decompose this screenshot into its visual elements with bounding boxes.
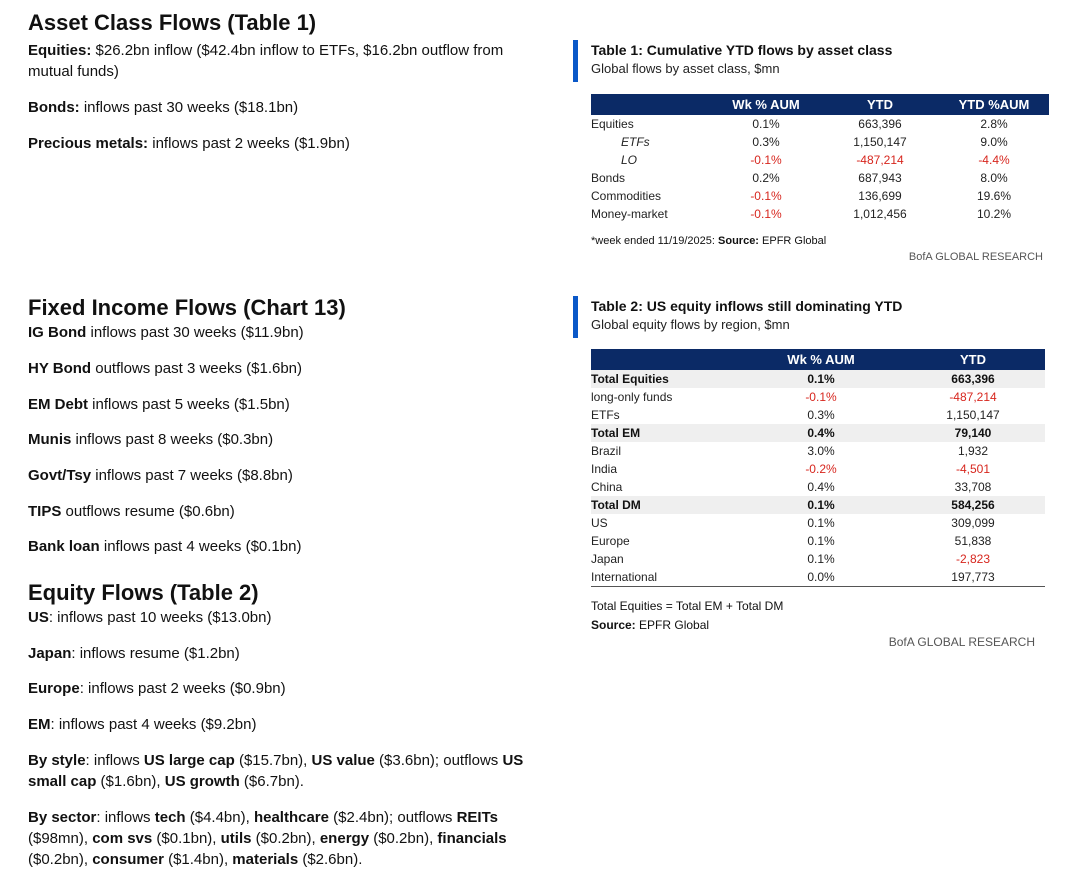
ytd-cell: 33,708: [954, 480, 992, 494]
ytd-cell: 309,099: [951, 516, 995, 530]
row-label: Japan: [591, 552, 624, 566]
munis-item: [28, 429, 273, 450]
table1-note: [591, 233, 826, 249]
item-text: inflows past 5 weeks ($1.5bn): [88, 396, 290, 413]
table2-title: Table 2: US equity inflows still dominating YTD: [591, 298, 903, 314]
equities-item: [28, 40, 533, 82]
table-row: [591, 424, 1045, 442]
item-label: com svs: [92, 830, 153, 847]
row-label: Commodities: [591, 189, 662, 203]
item-label: Europe: [28, 680, 80, 697]
item-label: IG Bond: [28, 324, 87, 341]
row-label: ETFs: [591, 408, 620, 422]
item-label: US value: [311, 752, 375, 769]
table1-title: Table 1: Cumulative YTD flows by asset class: [591, 42, 893, 58]
ig-bond-item: [28, 322, 304, 343]
item-label: US growth: [164, 773, 240, 790]
note-source-label: Source:: [718, 235, 759, 247]
wk-cell: -0.1%: [750, 207, 782, 221]
row-label: Total DM: [591, 496, 741, 514]
table1-subtitle: Global flows by asset class, $mn: [591, 61, 780, 76]
ytd-cell: 136,699: [858, 189, 902, 203]
wk-cell: 0.2%: [752, 171, 780, 185]
item-label: Bonds:: [28, 99, 80, 116]
item-text: : inflows: [96, 809, 155, 826]
table-row: [591, 370, 1045, 388]
ytd-cell: 79,140: [901, 424, 1045, 442]
aum-cell: 8.0%: [980, 171, 1008, 185]
table-row: [591, 532, 1045, 550]
item-text: ($0.2bn),: [28, 851, 93, 868]
item-label: HY Bond: [28, 360, 92, 377]
ytd-cell: 663,396: [858, 117, 902, 131]
item-text: outflows past 3 weeks ($1.6bn): [91, 360, 303, 377]
wk-cell: 0.3%: [807, 408, 835, 422]
item-text: ($6.7bn).: [239, 773, 304, 790]
item-text: outflows resume ($0.6bn): [61, 503, 235, 520]
table-row: [591, 151, 1049, 169]
wk-cell: -0.2%: [805, 462, 837, 476]
item-text: inflows past 8 weeks ($0.3bn): [71, 431, 274, 448]
wk-cell: 3.0%: [807, 444, 835, 458]
header-cell: YTD: [821, 94, 939, 115]
note-source: EPFR Global: [758, 235, 827, 247]
item-label: By style: [28, 752, 86, 769]
accent-bar: [573, 40, 578, 82]
item-label: By sector: [28, 809, 97, 826]
header-cell: [591, 94, 711, 115]
em-debt-item: [28, 394, 290, 415]
header-cell: YTD: [901, 349, 1045, 370]
wk-cell: -0.1%: [805, 390, 837, 404]
ytd-cell: 1,150,147: [946, 408, 1000, 422]
wk-cell: 0.1%: [807, 534, 835, 548]
item-label: US large cap: [143, 752, 235, 769]
item-text: ($0.2bn),: [251, 830, 320, 847]
aum-cell: 10.2%: [976, 207, 1012, 221]
japan-item: [28, 643, 240, 664]
item-text: ($0.2bn),: [369, 830, 438, 847]
item-text: ($98mn),: [28, 830, 93, 847]
wk-cell: -0.1%: [750, 153, 782, 167]
row-label: ETFs: [621, 135, 650, 149]
table2-title-area: [573, 296, 1051, 334]
govt-tsy-item: [28, 465, 293, 486]
us-item: [28, 607, 271, 628]
ytd-cell: -2,823: [955, 552, 991, 566]
item-label: Munis: [28, 431, 72, 448]
wk-cell: 0.1%: [752, 117, 780, 131]
table-row: [591, 187, 1049, 205]
note-source: EPFR Global: [635, 618, 710, 632]
table-row: [591, 169, 1049, 187]
row-label: Equities: [591, 117, 634, 131]
item-label: US small cap: [28, 752, 524, 790]
ytd-cell: 51,838: [954, 534, 992, 548]
ytd-cell: 663,396: [901, 370, 1045, 388]
table-row: [591, 388, 1045, 406]
item-label: energy: [319, 830, 370, 847]
item-text: inflows past 7 weeks ($8.8bn): [91, 467, 293, 484]
item-text: $26.2bn inflow ($42.4bn inflow to ETFs, $16.2bn outflow from mutual funds): [28, 42, 504, 80]
wk-cell: 0.3%: [752, 135, 780, 149]
item-label: materials: [232, 851, 299, 868]
table1-title-area: [573, 40, 1051, 78]
note-text: *week ended 11/19/2025:: [591, 235, 719, 247]
item-text: inflows past 2 weeks ($1.9bn): [148, 135, 350, 152]
row-label: long-only funds: [591, 390, 673, 404]
aum-cell: 9.0%: [980, 135, 1008, 149]
table1-block: [573, 40, 1051, 263]
row-label: International: [591, 570, 658, 584]
accent-bar: [573, 296, 578, 338]
asset-class-heading: Asset Class Flows (Table 1): [28, 10, 317, 35]
table-row: [591, 568, 1045, 587]
row-label: India: [591, 462, 618, 476]
item-label: TIPS: [28, 503, 62, 520]
item-text: : inflows resume ($1.2bn): [71, 645, 240, 662]
table1-credit: BofA GLOBAL RESEARCH: [908, 251, 1043, 263]
row-label: Europe: [591, 534, 630, 548]
ytd-cell: 1,012,456: [853, 207, 907, 221]
item-text: : inflows past 4 weeks ($9.2bn): [50, 716, 257, 733]
item-label: US: [28, 609, 49, 626]
item-label: REITs: [456, 809, 498, 826]
fixed-income-heading: Fixed Income Flows (Chart 13): [28, 295, 346, 320]
table-row: [591, 514, 1045, 532]
ytd-cell: 1,150,147: [853, 135, 907, 149]
wk-cell: 0.4%: [807, 480, 835, 494]
aum-cell: 19.6%: [976, 189, 1012, 203]
table-row: [591, 406, 1045, 424]
wk-cell: 0.1%: [741, 370, 901, 388]
table-row: [591, 460, 1045, 478]
row-label: LO: [621, 153, 638, 167]
item-text: ($4.4bn),: [185, 809, 254, 826]
item-label: tech: [154, 809, 186, 826]
item-label: Equities:: [28, 42, 92, 59]
table1: [591, 94, 1049, 223]
item-text: ($2.6bn).: [298, 851, 363, 868]
item-text: inflows past 30 weeks ($18.1bn): [79, 99, 299, 116]
row-label: Money-market: [591, 207, 668, 221]
item-label: Bank loan: [28, 538, 100, 555]
item-label: consumer: [92, 851, 164, 868]
em-item: [28, 714, 256, 735]
item-label: financials: [437, 830, 507, 847]
wk-cell: 0.1%: [741, 496, 901, 514]
table2-block: [573, 296, 1051, 649]
row-label: Total Equities: [591, 370, 741, 388]
item-label: Govt/Tsy: [28, 467, 92, 484]
item-text: inflows past 30 weeks ($11.9bn): [86, 324, 304, 341]
table-row: [591, 478, 1045, 496]
row-label: Brazil: [591, 444, 622, 458]
item-text: inflows past 4 weeks ($0.1bn): [99, 538, 302, 555]
wk-cell: 0.4%: [741, 424, 901, 442]
note-source-label: Source:: [591, 618, 636, 632]
item-label: Precious metals:: [28, 135, 149, 152]
table-row: [591, 205, 1049, 223]
table2-note: Total Equities = Total EM + Total DM: [591, 599, 784, 613]
table2-header-row: [591, 349, 1045, 370]
item-text: : inflows: [85, 752, 144, 769]
by-sector-item: [28, 807, 538, 870]
ytd-cell: -4,501: [955, 462, 991, 476]
table-row: [591, 550, 1045, 568]
item-text: ($3.6bn); outflows: [374, 752, 503, 769]
table2-subtitle: Global equity flows by region, $mn: [591, 317, 790, 332]
item-label: utils: [220, 830, 252, 847]
precious-metals-item: [28, 133, 350, 154]
aum-cell: 2.8%: [980, 117, 1008, 131]
item-text: ($1.4bn),: [163, 851, 233, 868]
row-label: US: [591, 516, 608, 530]
equity-flows-heading: Equity Flows (Table 2): [28, 580, 259, 605]
table-row: [591, 496, 1045, 514]
item-text: ($1.6bn),: [96, 773, 165, 790]
bonds-item: [28, 97, 298, 118]
item-label: healthcare: [253, 809, 329, 826]
ytd-cell: -487,214: [856, 153, 904, 167]
bank-loan-item: [28, 536, 301, 557]
header-cell: [591, 349, 741, 370]
ytd-cell: 687,943: [858, 171, 902, 185]
row-label: China: [591, 480, 623, 494]
hy-bond-item: [28, 358, 302, 379]
wk-cell: -0.1%: [750, 189, 782, 203]
europe-item: [28, 678, 286, 699]
tips-item: [28, 501, 235, 522]
aum-cell: -4.4%: [978, 153, 1010, 167]
table2-source: [591, 617, 709, 633]
table-row: [591, 442, 1045, 460]
header-cell: Wk % AUM: [741, 349, 901, 370]
ytd-cell: -487,214: [949, 390, 997, 404]
table1-header-row: [591, 94, 1049, 115]
row-label: Bonds: [591, 171, 626, 185]
ytd-cell: 584,256: [901, 496, 1045, 514]
by-style-item: [28, 750, 528, 792]
item-text: ($15.7bn),: [234, 752, 312, 769]
item-label: EM: [28, 716, 51, 733]
wk-cell: 0.1%: [807, 552, 835, 566]
row-label: Total EM: [591, 424, 741, 442]
header-cell: YTD %AUM: [939, 94, 1049, 115]
table2: [591, 349, 1045, 587]
item-label: EM Debt: [28, 396, 88, 413]
item-text: ($2.4bn); outflows: [329, 809, 457, 826]
item-text: : inflows past 2 weeks ($0.9bn): [79, 680, 286, 697]
item-text: : inflows past 10 weeks ($13.0bn): [48, 609, 272, 626]
item-text: ($0.1bn),: [152, 830, 221, 847]
item-label: Japan: [28, 645, 72, 662]
ytd-cell: 197,773: [951, 570, 995, 584]
table-row: [591, 115, 1049, 133]
header-cell: Wk % AUM: [711, 94, 821, 115]
table2-credit: BofA GLOBAL RESEARCH: [888, 635, 1035, 649]
ytd-cell: 1,932: [957, 444, 989, 458]
wk-cell: 0.0%: [807, 570, 835, 584]
wk-cell: 0.1%: [807, 516, 835, 530]
table-row: [591, 133, 1049, 151]
